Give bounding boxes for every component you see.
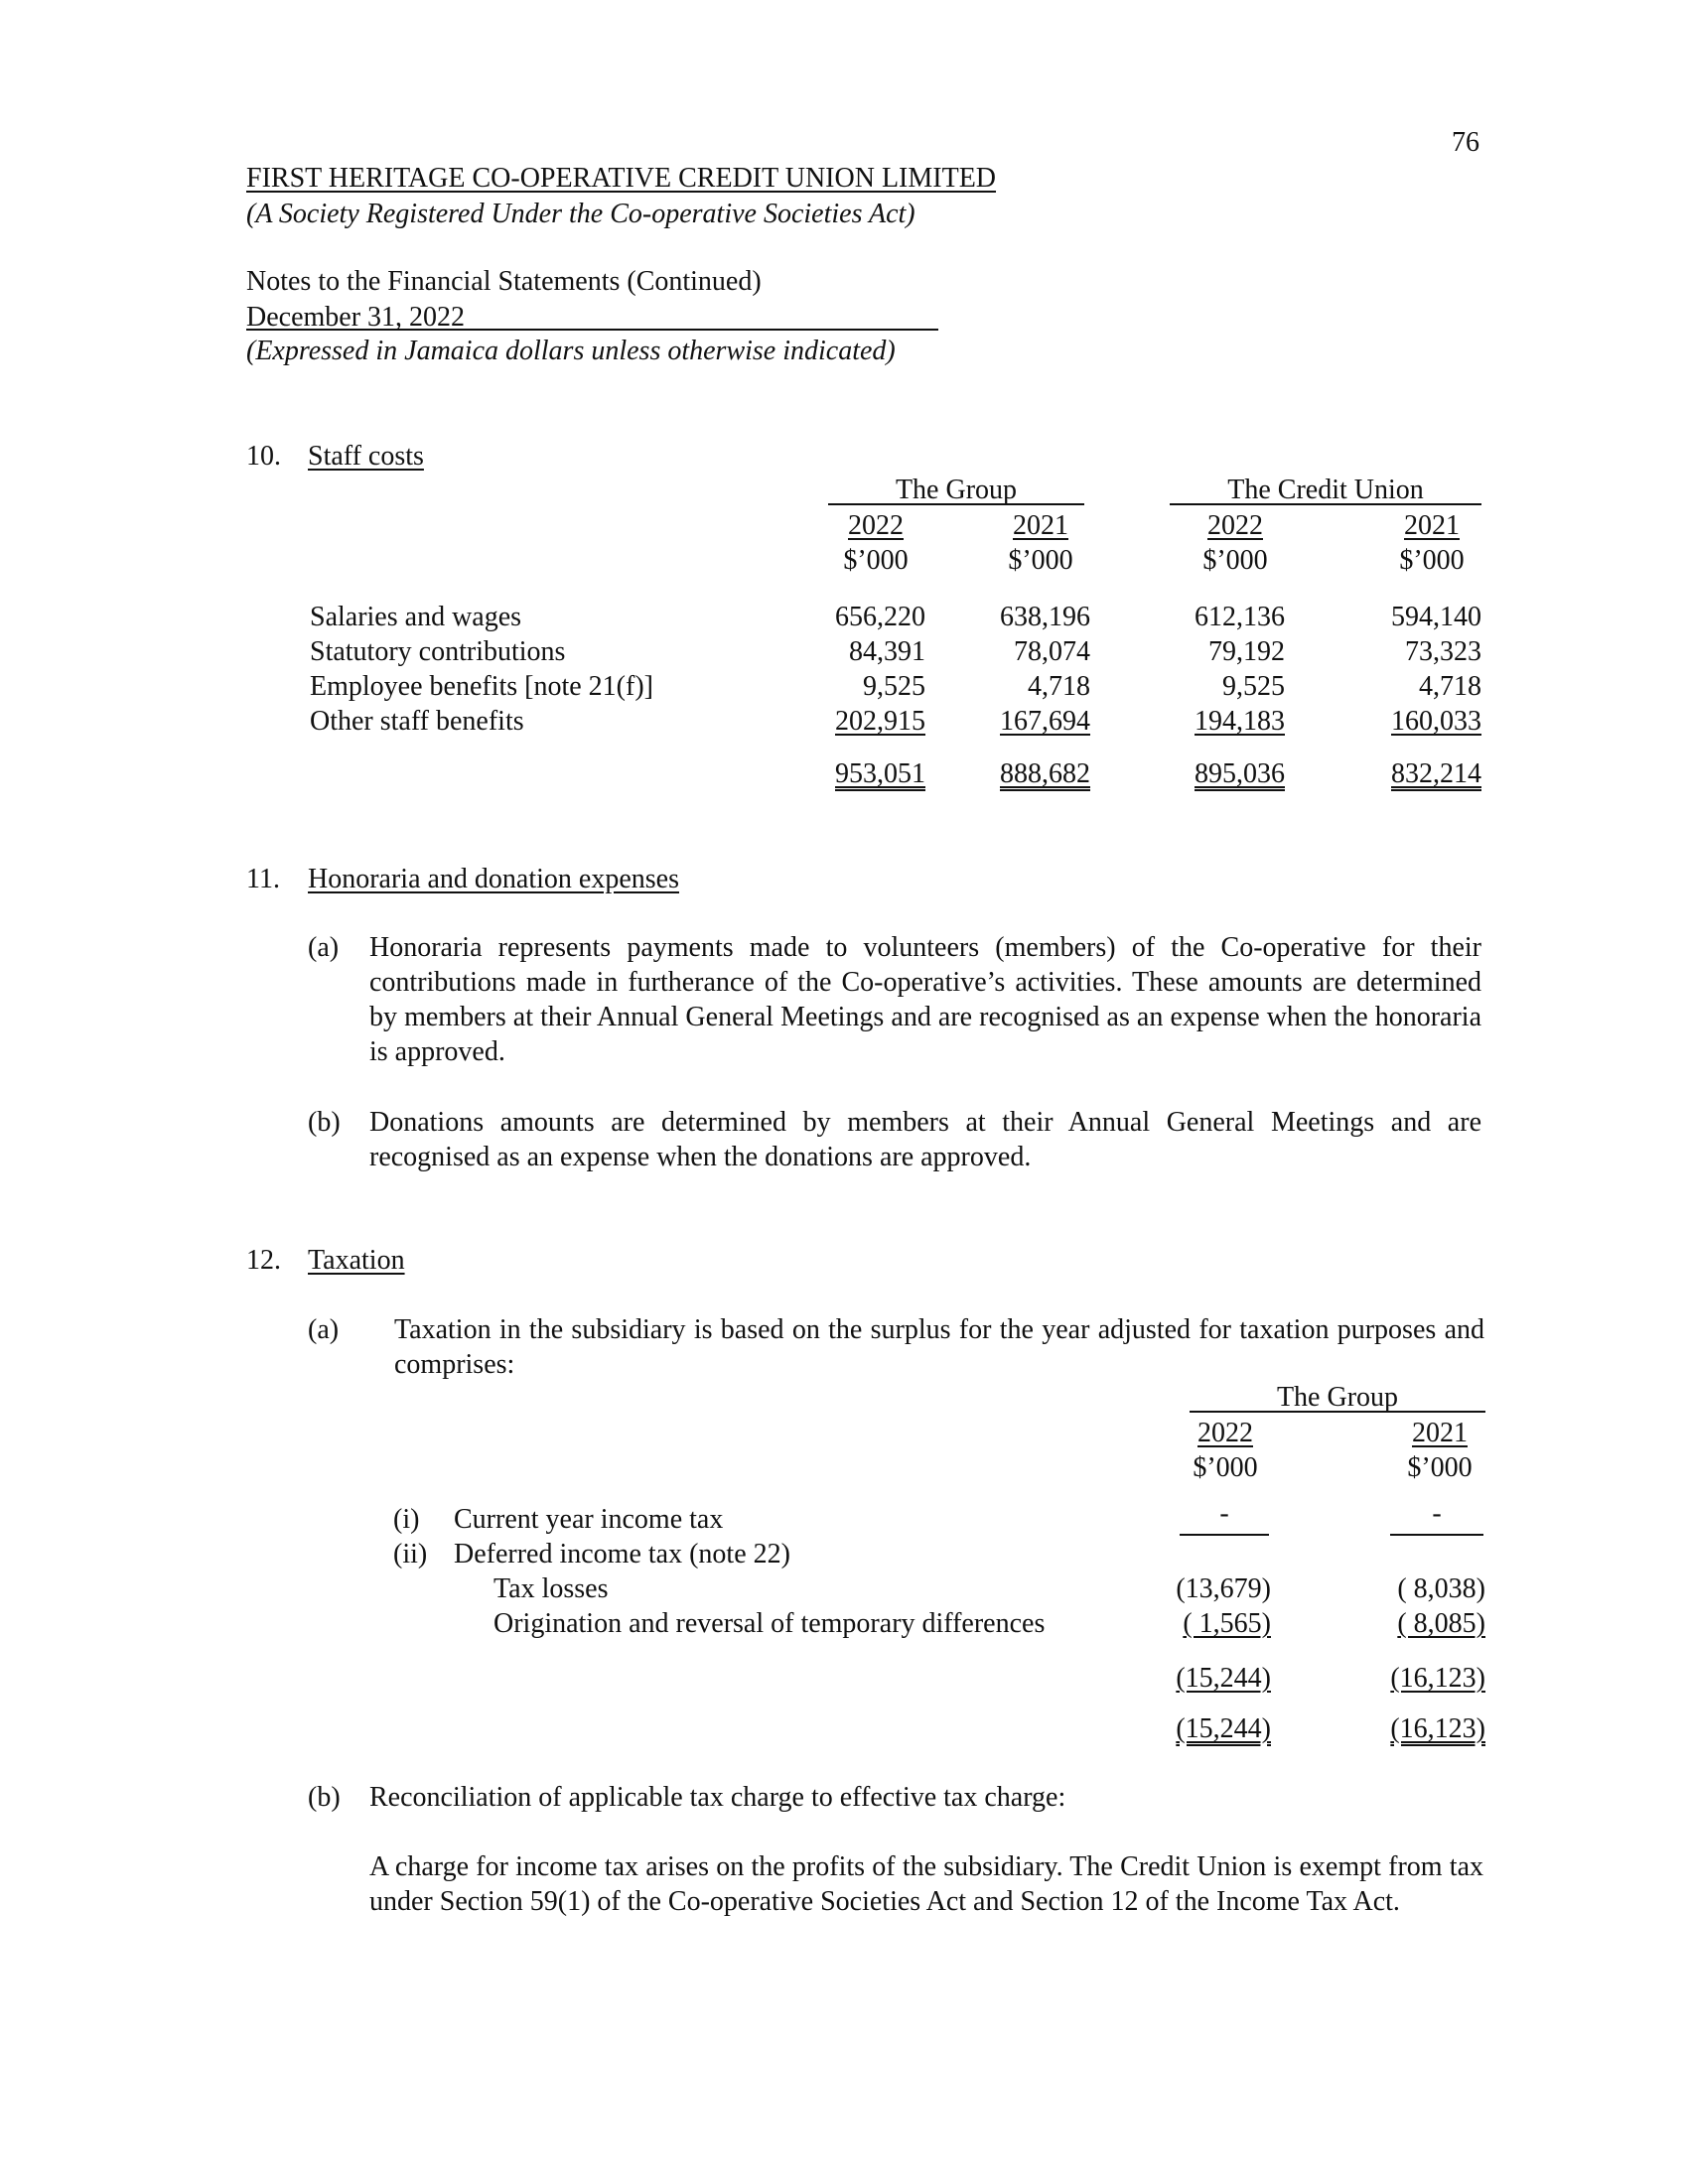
staff-cost-value: 78,074: [1014, 636, 1090, 667]
tax-current-rule: [1390, 1534, 1483, 1536]
staff-cost-value: 9,525: [1222, 671, 1285, 702]
credit-union-header-rule: [1170, 503, 1481, 505]
note-10-title: Staff costs: [308, 441, 424, 472]
note-12-b-text: A charge for income tax arises on the profits of the subsidiary. The Credit Union is exempt from tax under Section 59(1) of the Co-operative Societies Act and Section 12 of the Income Tax Act.: [369, 1851, 1483, 1917]
header-rule: [246, 329, 938, 331]
staff-cost-value: 656,220: [835, 602, 925, 632]
staff-cost-label: Other staff benefits: [310, 706, 524, 737]
unit-header: $’000: [1399, 545, 1465, 576]
staff-cost-total: 895,036: [1195, 758, 1285, 789]
tax-current-value: -: [1432, 1498, 1442, 1529]
tax-year-header: [1156, 1416, 1295, 1450]
tax-losses-value: (13,679): [1176, 1573, 1271, 1604]
year-header: 2021: [1404, 510, 1460, 541]
origination-label: Origination and reversal of temporary differences: [493, 1608, 1046, 1639]
tax-year: 2022: [1197, 1418, 1253, 1448]
staff-cost-value: 4,718: [1028, 671, 1090, 702]
staff-cost-value: 79,192: [1208, 636, 1285, 667]
tax-total: (16,123): [1390, 1713, 1485, 1744]
note-12-a-label: (a): [308, 1314, 340, 1345]
deferred-subtotal: (15,244): [1176, 1663, 1271, 1694]
unit-header: $’000: [1202, 545, 1268, 576]
staff-cost-value: 202,915: [835, 706, 925, 737]
deferred-subtotal: (16,123): [1390, 1663, 1485, 1694]
note-11-a-text: Honoraria represents payments made to volunteers (members) of the Co-operative for their contributions made in furtherance of the Co-operative’s activities. These amounts are determined by members at their Annual General Meetings and are recognised as an expense when the honoraria is approved.: [369, 932, 1481, 1067]
tax-current-rule: [1180, 1534, 1269, 1536]
tax-year-header: [1370, 1416, 1509, 1450]
origination-value: ( 1,565): [1183, 1608, 1271, 1639]
organization-subtitle: (A Society Registered Under the Co-operative Societies Act): [246, 199, 915, 229]
tax-item-ii-text: Deferred income tax (note 22): [454, 1539, 790, 1570]
note-12-b-label: (b): [308, 1782, 341, 1813]
note-10-number: 10.: [246, 441, 281, 472]
note-12-a-text: Taxation in the subsidiary is based on the surplus for the year adjusted for taxation purposes and comprises:: [394, 1314, 1484, 1380]
credit-union-header: The Credit Union: [1227, 475, 1424, 505]
note-12-title: Taxation: [308, 1245, 405, 1276]
staff-cost-label: Statutory contributions: [310, 636, 566, 667]
note-12-b-title: Reconciliation of applicable tax charge to effective tax charge:: [369, 1782, 1066, 1813]
notes-title: Notes to the Financial Statements (Continued): [246, 266, 762, 297]
staff-cost-value: 638,196: [1000, 602, 1090, 632]
unit-header: $’000: [843, 545, 909, 576]
staff-cost-value: 194,183: [1195, 706, 1285, 737]
tax-losses-value: ( 8,038): [1397, 1573, 1485, 1604]
staff-cost-label: Salaries and wages: [310, 602, 522, 632]
staff-cost-value: 4,718: [1419, 671, 1481, 702]
year-header: 2022: [1207, 510, 1263, 541]
origination-value: ( 8,085): [1397, 1608, 1485, 1639]
year-header: 2022: [848, 510, 904, 541]
group-header: The Group: [895, 475, 1018, 505]
note-11-title: Honoraria and donation expenses: [308, 864, 679, 894]
page-number: 76: [1452, 127, 1479, 158]
note-12-number: 12.: [246, 1245, 281, 1276]
staff-cost-value: 612,136: [1195, 602, 1285, 632]
tax-item-i-text: Current year income tax: [454, 1504, 724, 1535]
staff-cost-value: 594,140: [1391, 602, 1481, 632]
staff-cost-value: 84,391: [849, 636, 925, 667]
staff-cost-value: 167,694: [1000, 706, 1090, 737]
staff-cost-value: 73,323: [1405, 636, 1481, 667]
tax-unit-header: $’000: [1407, 1452, 1473, 1483]
tax-unit-header: $’000: [1193, 1452, 1258, 1483]
year-header: 2021: [1013, 510, 1068, 541]
note-11-a-label: (a): [308, 932, 340, 963]
staff-cost-total: 888,682: [1000, 758, 1090, 789]
staff-cost-total: 953,051: [835, 758, 925, 789]
group-header-rule: [828, 503, 1084, 505]
note-11-b-label: (b): [308, 1107, 341, 1138]
staff-cost-value: 160,033: [1391, 706, 1481, 737]
tax-item-i-label: (i): [393, 1504, 420, 1535]
note-11-b-text: Donations amounts are determined by members at their Annual General Meetings and are recognised as an expense when the donations are approved.: [369, 1107, 1481, 1172]
staff-cost-total: 832,214: [1391, 758, 1481, 789]
statement-date: December 31, 2022: [246, 302, 466, 333]
tax-group-header-rule: [1190, 1411, 1485, 1413]
tax-item-ii-label: (ii): [393, 1539, 428, 1570]
tax-year: 2021: [1412, 1418, 1468, 1448]
staff-cost-value: 9,525: [863, 671, 925, 702]
currency-note: (Expressed in Jamaica dollars unless otherwise indicated): [246, 336, 896, 366]
tax-current-value: -: [1219, 1498, 1229, 1529]
tax-group-header: The Group: [1276, 1382, 1399, 1413]
staff-cost-label: Employee benefits [note 21(f)]: [310, 671, 653, 702]
tax-losses-label: Tax losses: [493, 1573, 609, 1604]
tax-total: (15,244): [1176, 1713, 1271, 1744]
organization-name: FIRST HERITAGE CO-OPERATIVE CREDIT UNION LIMITED: [246, 163, 997, 194]
unit-header: $’000: [1008, 545, 1073, 576]
note-11-number: 11.: [246, 864, 280, 894]
